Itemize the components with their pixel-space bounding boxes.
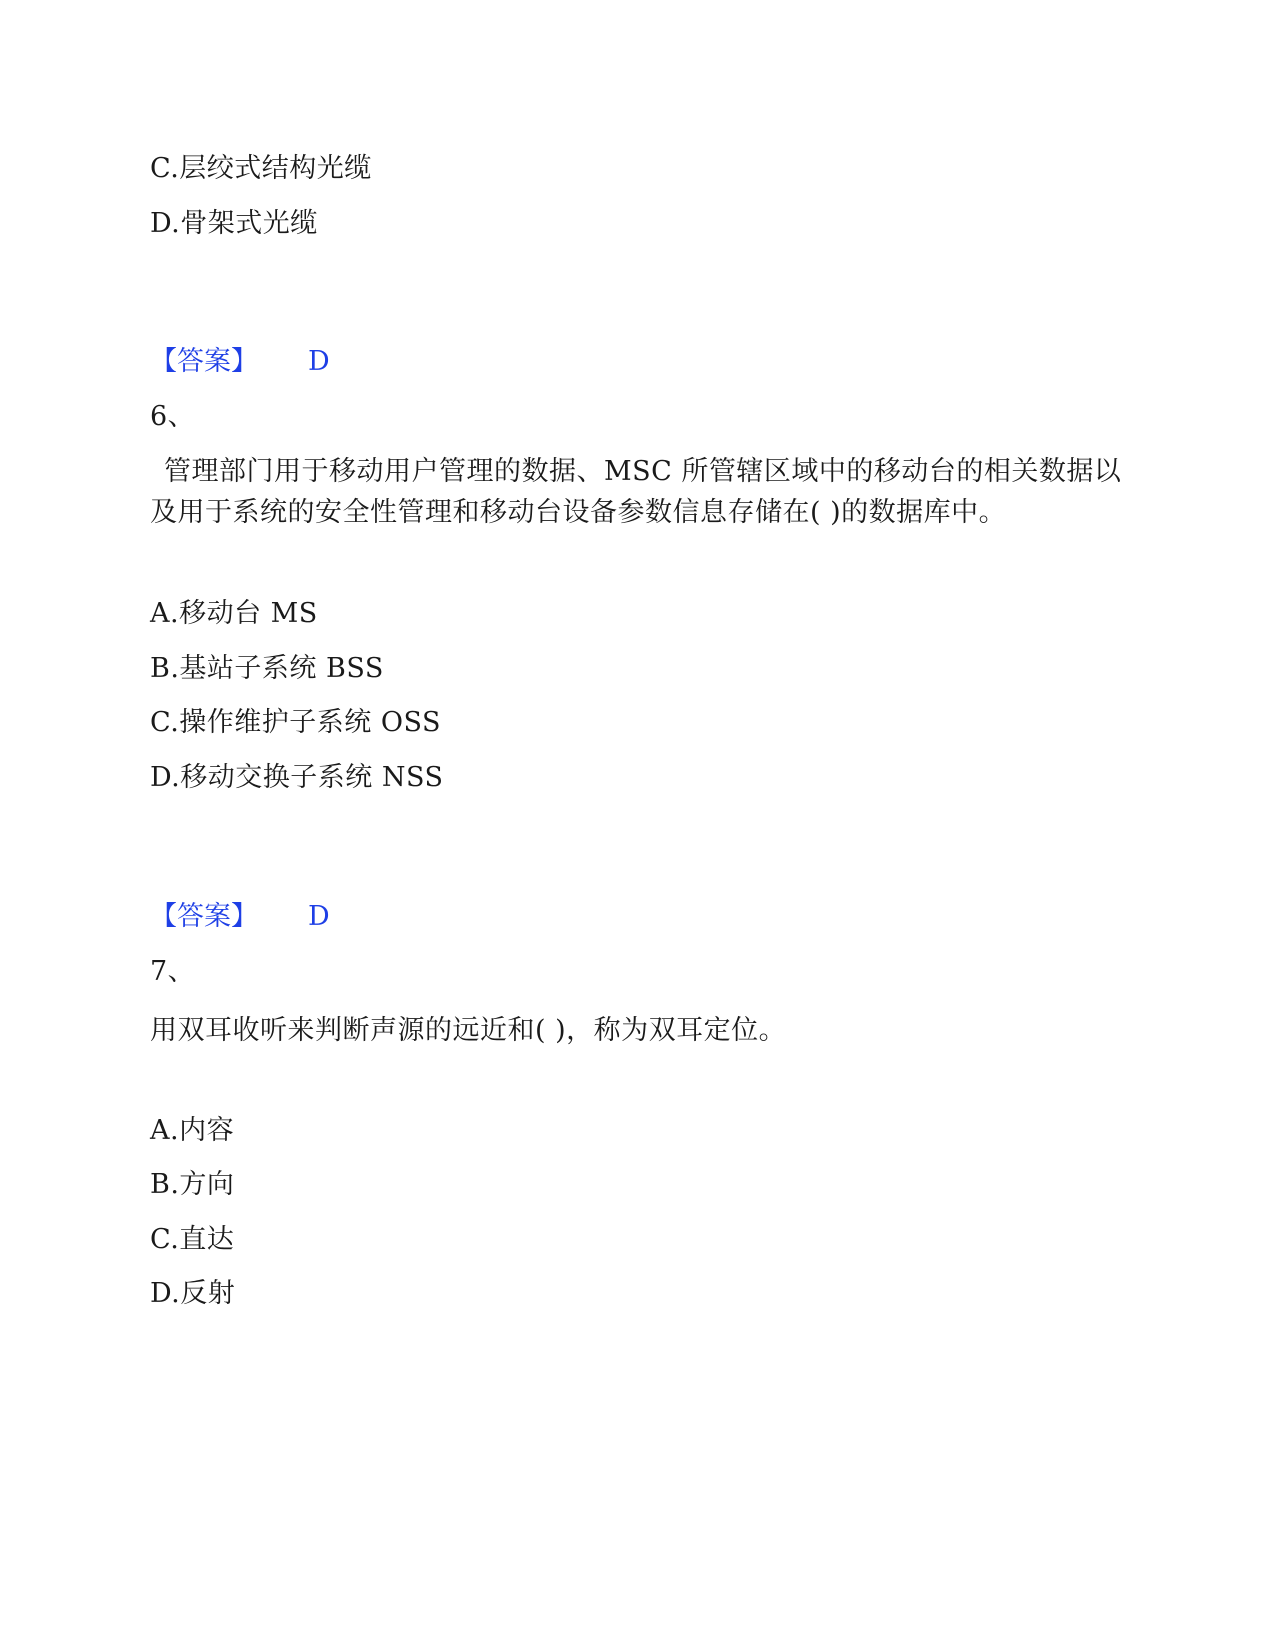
q6-answer bbox=[150, 900, 330, 934]
q7-option-a: A.内容 bbox=[150, 1115, 235, 1146]
answer-tag: 【答案】 bbox=[150, 346, 258, 377]
q7-option-b: B.方向 bbox=[150, 1169, 235, 1200]
answer-tag: 【答案】 bbox=[150, 901, 258, 932]
q5-option-c: C.层绞式结构光缆 bbox=[150, 153, 372, 184]
q6-option-a: A.移动台 MS bbox=[150, 598, 318, 629]
q7-question-text: 用双耳收听来判断声源的远近和( )，称为双耳定位。 bbox=[150, 1015, 787, 1046]
answer-value: D bbox=[308, 901, 330, 932]
q6-question-text: 管理部门用于移动用户管理的数据、MSC 所管辖区域中的移动台的相关数据以及用于系统的安全性管理和移动台设备参数信息存储在( )的数据库中。 bbox=[150, 456, 1122, 528]
answer-value: D bbox=[308, 346, 330, 377]
q6-option-d: D.移动交换子系统 NSS bbox=[150, 762, 444, 793]
q7-number: 7、 bbox=[150, 956, 196, 987]
q6-number: 6、 bbox=[150, 401, 196, 432]
q7-option-c: C.直达 bbox=[150, 1224, 235, 1255]
q6-option-c: C.操作维护子系统 OSS bbox=[150, 707, 442, 738]
q6-option-b: B.基站子系统 BSS bbox=[150, 653, 384, 684]
q5-option-d: D.骨架式光缆 bbox=[150, 208, 318, 239]
q7-option-d: D.反射 bbox=[150, 1278, 236, 1309]
q5-answer bbox=[150, 345, 330, 379]
